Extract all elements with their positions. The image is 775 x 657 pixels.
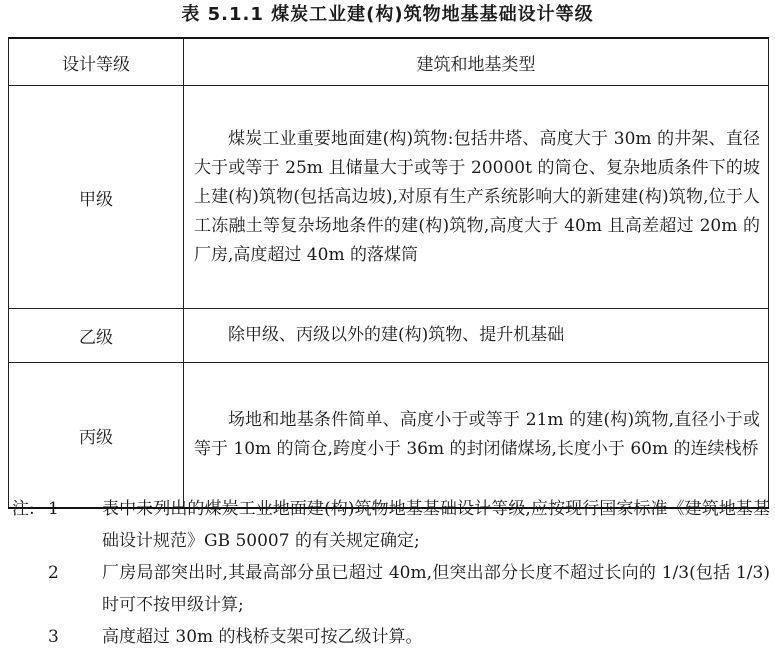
grade-level-cell: 乙级 xyxy=(9,309,184,363)
table-row xyxy=(9,309,769,363)
note-number: 1 xyxy=(48,499,59,519)
table-row xyxy=(9,86,769,309)
notes-section xyxy=(12,493,770,653)
note-item xyxy=(12,557,770,621)
note-number: 3 xyxy=(48,627,59,647)
grade-description-cell: 场地和地基条件简单、高度小于或等于 21m 的建(构)筑物,直径小于或等于 10m 的筒仓,跨度小于 36m 的封闭储煤场,长度小于 60m 的连续栈桥 xyxy=(184,363,769,509)
note-item xyxy=(12,621,770,653)
table-caption: 表 5.1.1 煤炭工业建(构)筑物地基基础设计等级 xyxy=(181,4,594,25)
table-header-row xyxy=(9,38,769,86)
note-text: 厂房局部突出时,其最高部分虽已超过 40m,但突出部分长度不超过长向的 1/3(包括 1/3)时可不按甲级计算; xyxy=(102,563,770,615)
grade-description-cell: 煤炭工业重要地面建(构)筑物:包括井塔、高度大于 30m 的井架、直径大于或等于 25m 且储量大于或等于 20000t 的筒仓、复杂地质条件下的坡上建(构)筑物(包括高边坡),对原有生产系统影响大的新建建(构)筑物,位于人工冻融土等复杂场地条件的建(构)筑物,高度大于 40m 且高差超过 20m 的厂房,高度超过 40m 的落煤筒 xyxy=(184,86,769,309)
note-text: 表中未列出的煤炭工业地面建(构)筑物地基基础设计等级,应按现行国家标准《建筑地基基础设计规范》GB 50007 的有关规定确定; xyxy=(102,499,770,551)
notes-prefix: 注: xyxy=(12,499,35,519)
note-text: 高度超过 30m 的栈桥支架可按乙级计算。 xyxy=(102,627,423,647)
header-design-grade: 设计等级 xyxy=(9,38,184,86)
table-row xyxy=(9,363,769,509)
grade-level-cell: 丙级 xyxy=(9,363,184,509)
note-number: 2 xyxy=(48,563,59,583)
grade-level-cell: 甲级 xyxy=(9,86,184,309)
design-grade-table xyxy=(8,37,769,509)
note-item xyxy=(12,493,770,557)
header-building-type: 建筑和地基类型 xyxy=(184,38,769,86)
grade-description-cell: 除甲级、丙级以外的建(构)筑物、提升机基础 xyxy=(184,309,769,363)
